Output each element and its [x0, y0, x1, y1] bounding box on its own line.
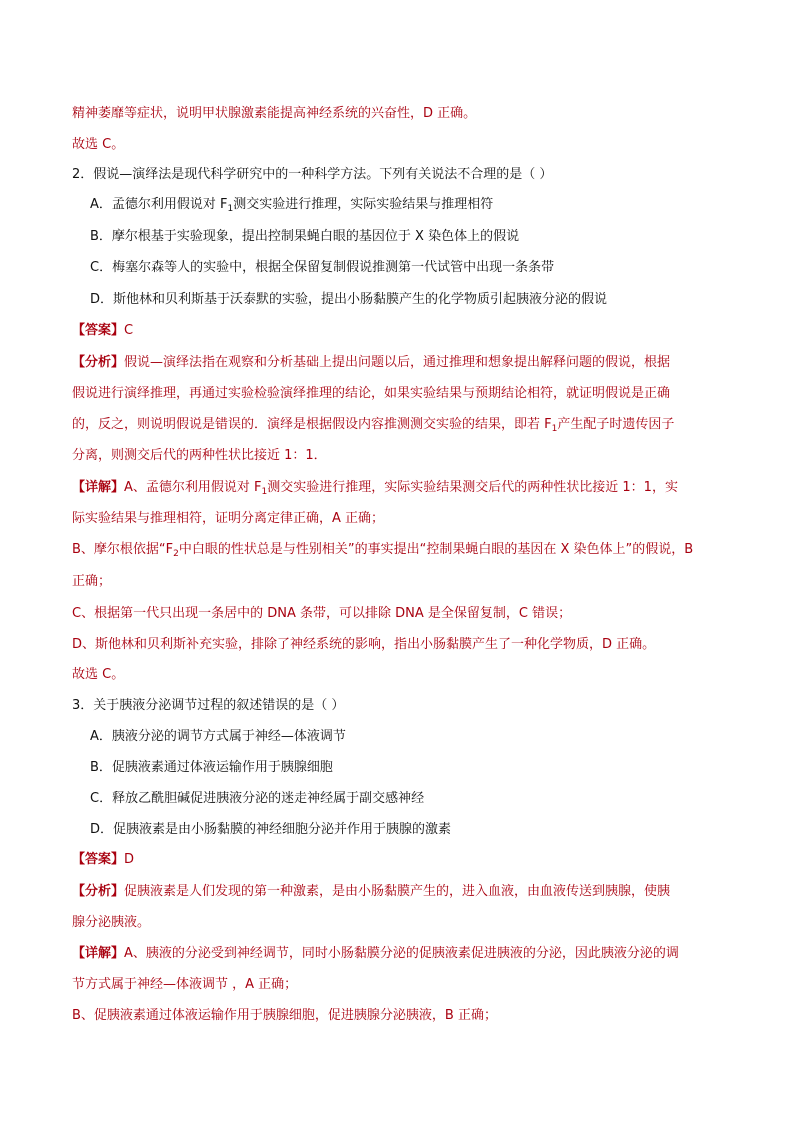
line-text: 中白眼的性状总是与性别相关”的事实提出“控制果蝇白眼的基因在 X 染色体上”的假说，B — [178, 542, 694, 557]
line-text: 假说—演绎法指在观察和分析基础上提出问题以后，通过推理和想象提出解释问题的假说，根据 — [124, 355, 671, 370]
option-text: C．梅塞尔森等人的实验中，根据全保留复制假说推测第一代试管中出现一条条带 — [90, 260, 555, 275]
line-text: D — [124, 852, 135, 867]
question-stem — [72, 695, 736, 717]
answer-tag: 【答案】 — [72, 852, 125, 867]
answer-line — [72, 849, 736, 871]
option-text: B．促胰液素通过体液运输作用于胰腺细胞 — [90, 760, 333, 775]
explanation-line — [72, 1005, 736, 1027]
explanation-line — [72, 508, 736, 530]
explanation-line — [72, 134, 736, 156]
answer-line — [72, 320, 736, 342]
explanation-line — [72, 383, 736, 405]
answer-option — [90, 194, 736, 216]
line-text: 产生配子时遗传因子 — [557, 417, 675, 432]
line-text: D、斯他林和贝利斯补充实验，排除了神经系统的影响，指出小肠黏膜产生了一种化学物质，D 正确。 — [72, 637, 656, 652]
question-text: 3．关于胰液分泌调节过程的叙述错误的是（ ） — [72, 698, 345, 713]
option-text: 测交实验进行推理，实际实验结果与推理相符 — [233, 197, 494, 212]
option-text: A．孟德尔利用假说对 F — [90, 197, 228, 212]
subscript: 1 — [227, 204, 234, 214]
explanation-line — [72, 603, 736, 625]
line-text: 际实验结果与推理相符，证明分离定律正确，A 正确； — [72, 511, 385, 526]
explanation-line — [72, 974, 736, 996]
explanation-line — [72, 571, 736, 593]
analysis-line — [72, 881, 736, 903]
answer-option — [90, 726, 736, 748]
subscript: 1 — [551, 424, 558, 434]
line-text: 腺分泌胰液。 — [72, 915, 151, 930]
line-text: 故选 C。 — [72, 667, 125, 682]
detail-tag: 【详解】 — [72, 480, 125, 495]
detail-tag: 【详解】 — [72, 946, 125, 961]
line-text: 正确； — [72, 574, 112, 589]
line-text: C、根据第一代只出现一条居中的 DNA 条带，可以排除 DNA 是全保留复制，C 错误； — [72, 606, 572, 621]
line-text: 测交实验进行推理，实际实验结果测交后代的两种性状比接近 1：1，实 — [267, 480, 678, 495]
line-text: 节方式属于神经—体液调节 ，A 正确； — [72, 977, 298, 992]
line-text: 分离，则测交后代的两种性状比接近 1：1． — [72, 448, 327, 463]
explanation-line — [72, 912, 736, 934]
question-text: 2．假说—演绎法是现代科学研究中的一种科学方法。下列有关说法不合理的是（ ） — [72, 167, 553, 182]
analysis-line — [72, 352, 736, 374]
option-text: B．摩尔根基于实验现象，提出控制果蝇白眼的基因位于 X 染色体上的假说 — [90, 229, 520, 244]
explanation-line — [72, 634, 736, 656]
option-text: A．胰液分泌的调节方式属于神经—体液调节 — [90, 729, 346, 744]
line-text: A、胰液的分泌受到神经调节，同时小肠黏膜分泌的促胰液素促进胰液的分泌，因此胰液分泌的调 — [124, 946, 679, 961]
analysis-tag: 【分析】 — [72, 355, 125, 370]
detail-line — [72, 477, 736, 499]
answer-option — [90, 788, 736, 810]
question-stem — [72, 164, 736, 186]
detail-line — [72, 943, 736, 965]
subscript: 2 — [173, 549, 179, 559]
line-text: 精神萎靡等症状，说明甲状腺激素能提高神经系统的兴奋性，D 正确。 — [72, 106, 477, 121]
line-text: 的，反之，则说明假说是错误的．演绎是根据假设内容推测测交实验的结果，即若 F — [72, 417, 552, 432]
answer-option — [90, 289, 736, 311]
answer-option — [90, 757, 736, 779]
line-text: 促胰液素是人们发现的第一种激素，是由小肠黏膜产生的，进入血液，由血液传送到胰腺，使胰 — [124, 884, 671, 899]
subscript: 1 — [261, 487, 268, 497]
analysis-tag: 【分析】 — [72, 884, 125, 899]
explanation-line — [72, 445, 736, 467]
option-text: D．促胰液素是由小肠黏膜的神经细胞分泌并作用于胰腺的激素 — [90, 822, 452, 837]
explanation-line — [72, 539, 736, 561]
explanation-line — [72, 103, 736, 125]
line-text: B、促胰液素通过体液运输作用于胰腺细胞，促进胰腺分泌胰液，B 正确； — [72, 1008, 497, 1023]
explanation-line — [72, 664, 736, 686]
line-text: 假说进行演绎推理，再通过实验检验演绎推理的结论，如果实验结果与预期结论相符，就证明假说是正确 — [72, 386, 671, 401]
line-text: B、摩尔根依据“F — [72, 542, 174, 557]
answer-option — [90, 819, 736, 841]
option-text: D．斯他林和贝利斯基于沃泰默的实验，提出小肠黏膜产生的化学物质引起胰液分泌的假说 — [90, 292, 608, 307]
answer-option — [90, 226, 736, 248]
answer-tag: 【答案】 — [72, 323, 125, 338]
answer-option — [90, 257, 736, 279]
line-text: C — [124, 323, 134, 338]
line-text: A、孟德尔利用假说对 F — [124, 480, 262, 495]
explanation-line — [72, 414, 736, 436]
line-text: 故选 C。 — [72, 137, 125, 152]
option-text: C．释放乙酰胆碱促进胰液分泌的迷走神经属于副交感神经 — [90, 791, 425, 806]
